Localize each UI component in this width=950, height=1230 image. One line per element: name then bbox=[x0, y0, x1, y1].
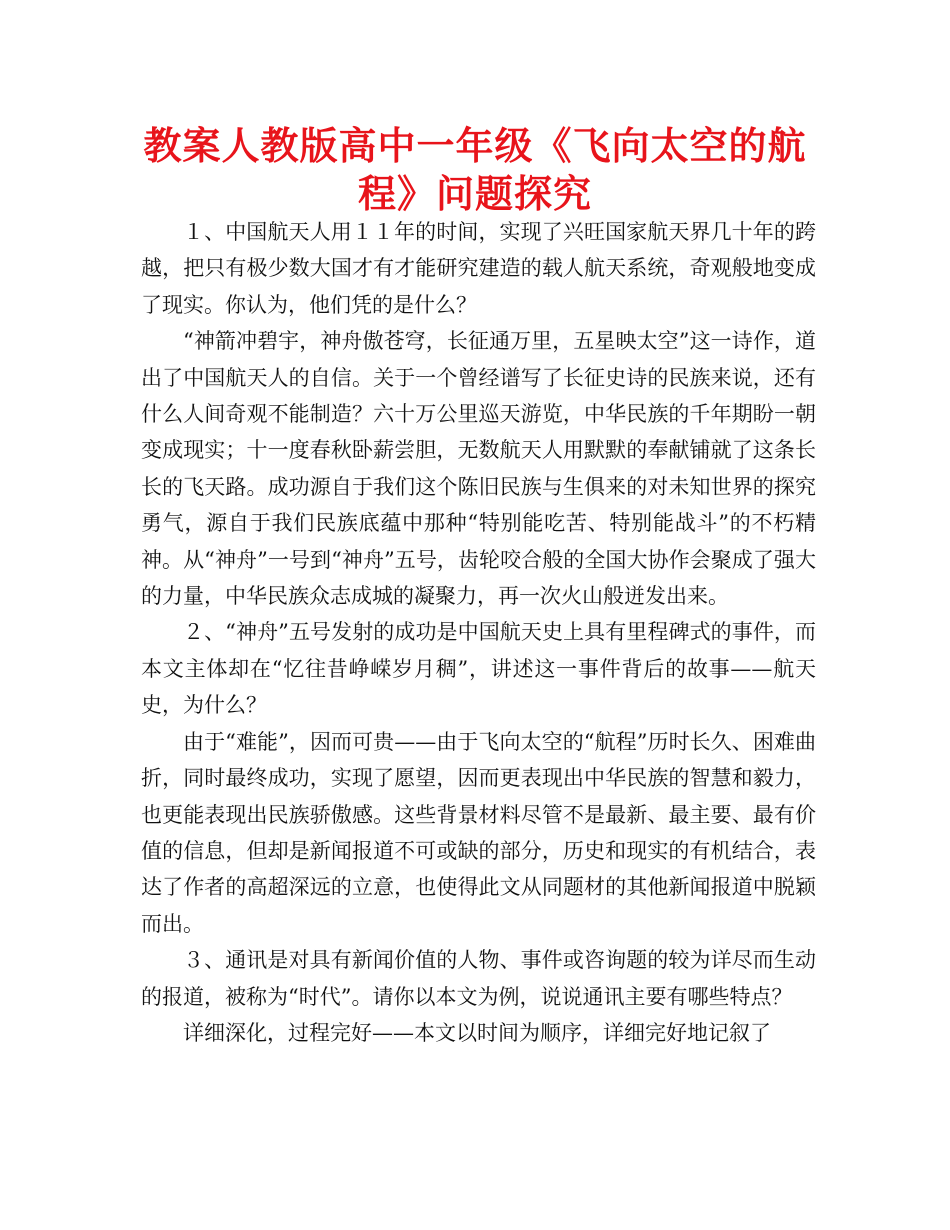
paragraph-answer-2: 由于“难能”，因而可贵——由于飞向太空的“航程”历时长久、困难曲折，同时最终成功，实现了愿望，因而更表现出中华民族的智慧和毅力，也更能表现出民族骄傲感。这些背景材料尽管不是最新、最主要、最有价值的信息，但却是新闻报道不可或缺的部分，历史和现实的有机结合，表达了作者的高超深远的立意，也使得此文从同题材的其他新闻报道中脱颖而出。 bbox=[141, 729, 816, 936]
paragraph-answer-3: 详细深化，过程完好——本文以时间为顺序，详细完好地记叙了 bbox=[183, 1020, 771, 1045]
paragraph-question-3: ３、通讯是对具有新闻价值的人物、事件或咨询题的较为详尽而生动的报道，被称为“时代”。请你以本文为例，说说通讯主要有哪些特点？ bbox=[141, 948, 816, 1009]
paragraph-question-1: １、中国航天人用１１年的时间，实现了兴旺国家航天界几十年的跨越，把只有极少数大国才有才能研究建造的载人航天系统，奇观般地变成了现实。你认为，他们凭的是什么？ bbox=[141, 220, 816, 317]
document-title: 教案人教版高中一年级《飞向太空的航程》问题探究 bbox=[143, 124, 807, 216]
paragraph-question-2: ２、“神舟”五号发射的成功是中国航天史上具有里程碑式的事件，而本文主体却在“忆往昔峥嵘岁月稠”，讲述这一事件背后的故事——航天史，为什么？ bbox=[141, 620, 816, 718]
document-body bbox=[141, 214, 816, 1051]
paragraph-answer-1: “神箭冲碧宇，神舟傲苍穹，长征通万里，五星映太空”这一诗作，道出了中国航天人的自信。关于一个曾经谱写了长征史诗的民族来说，还有什么人间奇观不能制造？六十万公里巡天游览，中华民族的千年期盼一朝变成现实；十一度春秋卧薪尝胆，无数航天人用默默的奉献铺就了这条长长的飞天路。成功源自于我们这个陈旧民族与生俱来的对未知世界的探究勇气，源自于我们民族底蕴中那种“特别能吃苦、特别能战斗”的不朽精神。从“神舟”一号到“神舟”五号，齿轮咬合般的全国大协作会聚成了强大的力量，中华民族众志成城的凝聚力，再一次火山般迸发出来。 bbox=[141, 329, 816, 609]
